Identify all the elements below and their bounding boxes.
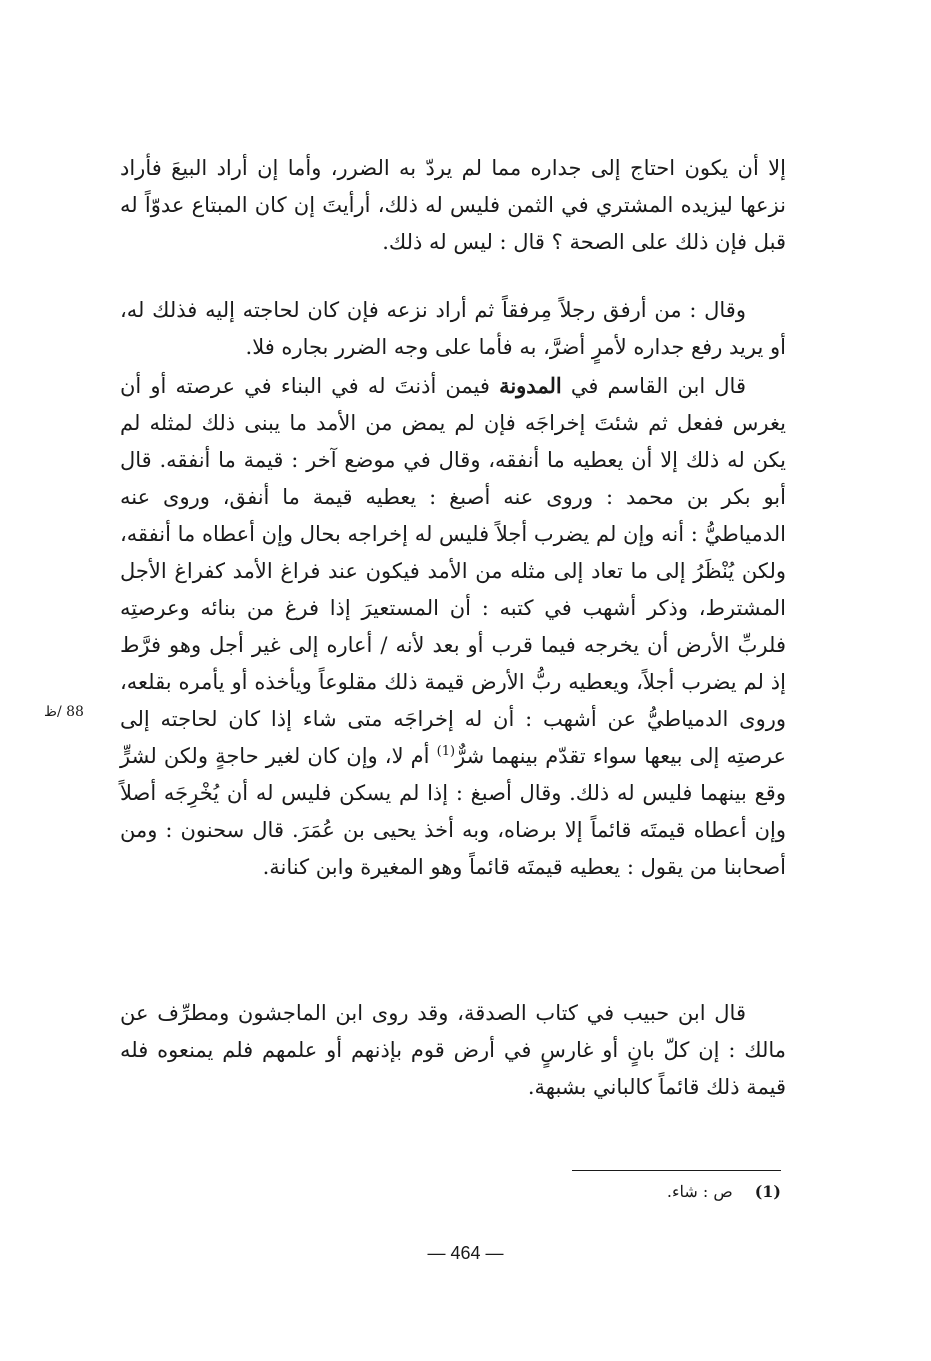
paragraph-1 — [120, 150, 786, 261]
paragraph-3-continuation: أم لا، وإن كان لغير حاجةٍ ولكن لشرٍّ وقع بينهما فليس له ذلك. وقال أصبغ : إذا لم يسكن فليس له أن يُخْرِجَه أصلاً وإن أعطاه قيمتَه قائماً إلا برضاه، وبه أخذ يحيى بن عُمَرَ. قال سحنون : ومن أصحابنا من يقول : يعطيه قيمتَه قائماً وهو المغيرة وابن كنانة. — [120, 744, 786, 879]
footnote-text: ص : شاء. — [666, 1182, 733, 1201]
paragraph-4 — [120, 995, 786, 1106]
paragraph-3-intro: قال ابن القاسم في — [570, 374, 746, 398]
paragraph-3-text — [120, 367, 786, 886]
footnote-number: (1) — [754, 1182, 781, 1201]
paragraph-4-text: قال ابن حبيب في كتاب الصدقة، وقد روى ابن الماجشون ومطرِّف عن مالك : إن كلّ بانٍ أو غارسٍ في أرض قوم بإذنهم أو علمهم فلم يمنعوه فله قيمة ذلك قائماً كالباني بشبهة. — [120, 1001, 786, 1099]
manuscript-folio-note: 88 /ظ — [44, 704, 84, 720]
paragraph-3-body: فيمن أذنتَ له في البناء في عرصته أو أن يغرس ففعل ثم شئتَ إخراجَه فإن لم يمض من الأمد ما يبنى ذلك لمثله لم يكن له ذلك إلا أن يعطيه ما أنفقه، وقال في موضع آخر : قيمة ما أنفقه. قال أبو بكر بن محمد : وروى عنه أصبغ : يعطيه قيمة ما أنفق، وروى عنه الدمياطيُّ : أنه وإن لم يضرب أجلاً فليس له إخراجه بحال وإن أعطاه ما أنفقه، ولكن يُنْظَرُ إلى ما تعاد إلى مثله من الأمد فيكون عند فراغ الأمد كفراغ الأجل المشترط، وذكر أشهب في كتبه : أن المستعيرَ إذا فرغ من بنائه وعرصتِه فلربِّ الأرض أن يخرجه فيما قرب أو بعد لأنه / أعاره إلى غير أجل وهو فرَّط إذ لم يضرب أجلاً، ويعطيه ربُّ الأرض قيمة ذلك مقلوعاً ويأخذه أو يأمره بقلعه، وروى الدمياطيُّ عن أشهب : أن له إخراجَه متى شاء إذا كان لحاجته إلى عرصتِه إلى بيعها سواء تقدّم بينهما شرٌّ — [120, 374, 786, 768]
paragraph-2-text: وقال : من أرفق رجلاً مِرفقاً ثم أراد نزعه فإن كان لحاجته إليه فذلك له، أو يريد رفع جداره لأمرٍ أضرَّ، به فأما على وجه الضرر بجاره فلا. — [120, 298, 786, 359]
footnote-separator — [572, 1170, 781, 1171]
page-number: — 464 — — [427, 1243, 504, 1263]
paragraph-2 — [120, 292, 786, 366]
book-title-mudawwana: المدونة — [499, 373, 562, 398]
footnote — [667, 1180, 781, 1204]
paragraph-3 — [120, 367, 786, 886]
footnote-reference: (1) — [436, 744, 456, 759]
paragraph-1-text: إلا أن يكون احتاج إلى جداره مما لم يردّ به الضرر، وأما إن أراد البيعَ فأراد نزعها ليزيده المشتري في الثمن فليس له ذلك، أرأيتَ إن كان المبتاع عدوّاً له قبل فإن ذلك على الصحة ؟ قال : ليس له ذلك. — [120, 156, 786, 254]
